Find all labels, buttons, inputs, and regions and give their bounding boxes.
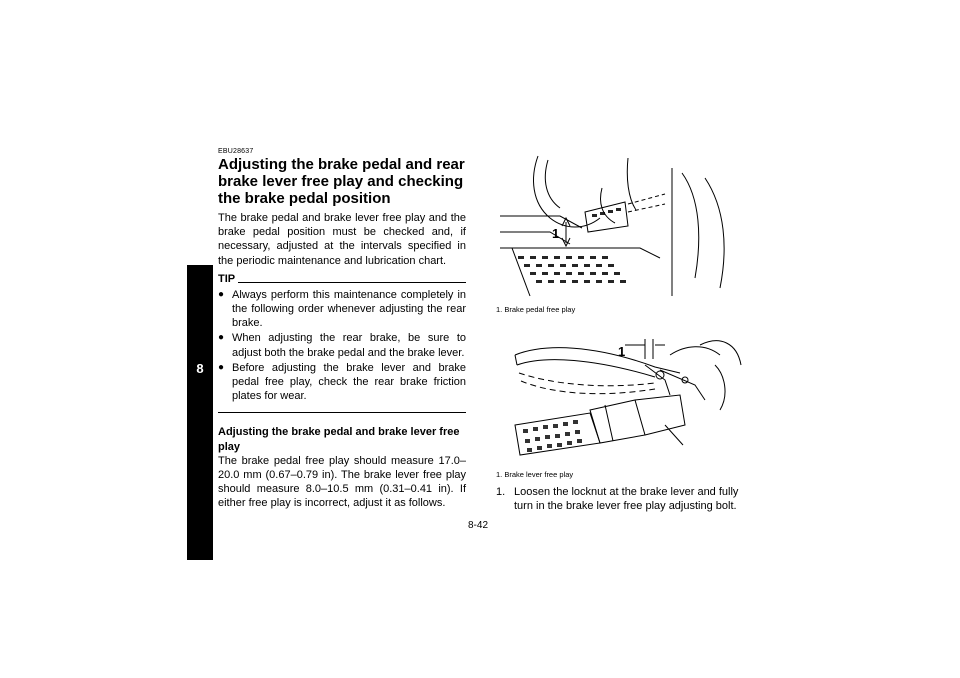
tip-item: ● When adjusting the rear brake, be sure to adjust both the brake pedal and the brake lever. bbox=[218, 332, 466, 359]
tip-rule bbox=[238, 282, 466, 283]
bullet-icon: ● bbox=[218, 361, 225, 373]
tip-item: ● Before adjusting the brake lever and brake pedal free play, check the rear brake friction plates for wear. bbox=[218, 361, 466, 403]
brake-pedal-illustration bbox=[490, 148, 740, 298]
tip-item: ● Always perform this maintenance completely in the following order whenever adjusting the rear brake. bbox=[218, 288, 466, 330]
subsection-text: The brake pedal free play should measure 17.0–20.0 mm (0.67–0.79 in). The brake lever free play should measure 8.0–10.5 mm (0.31–0.41 in). If either free play is incorrect, adjust it as follows. bbox=[218, 454, 466, 510]
fig2-callout: 1 bbox=[618, 344, 626, 359]
brake-lever-illustration bbox=[505, 325, 745, 465]
step-text: Loosen the locknut at the brake lever and fully turn in the brake lever free play adjusting bolt. bbox=[514, 486, 739, 513]
tip-header bbox=[218, 273, 466, 285]
section-code: EBU28637 bbox=[218, 148, 254, 155]
step-number: 1. bbox=[496, 486, 506, 498]
chapter-tab bbox=[187, 265, 213, 560]
procedure-step bbox=[496, 485, 742, 513]
bullet-icon: ● bbox=[218, 332, 225, 344]
fig1-caption: 1. Brake pedal free play bbox=[496, 305, 576, 314]
fig2-caption: 1. Brake lever free play bbox=[496, 470, 574, 479]
bullet-icon: ● bbox=[218, 288, 225, 300]
page-number: 8-42 bbox=[468, 520, 489, 531]
fig1-callout: 1 bbox=[552, 226, 560, 241]
chapter-tab-number: 8 bbox=[196, 361, 204, 376]
subsection-title: Adjusting the brake pedal and brake lever free play bbox=[218, 426, 460, 453]
section-intro: The brake pedal and brake lever free play and the brake pedal position must be checked and, if necessary, adjusted at the intervals specified in the periodic maintenance and lubrication chart. bbox=[218, 212, 466, 267]
tip-list bbox=[218, 288, 466, 404]
section-title: Adjusting the brake pedal and rear brake lever free play and checking the brake pedal position bbox=[218, 156, 465, 207]
tip-end-rule bbox=[218, 412, 466, 413]
left-column bbox=[218, 148, 466, 511]
tip-label: TIP bbox=[218, 272, 236, 285]
